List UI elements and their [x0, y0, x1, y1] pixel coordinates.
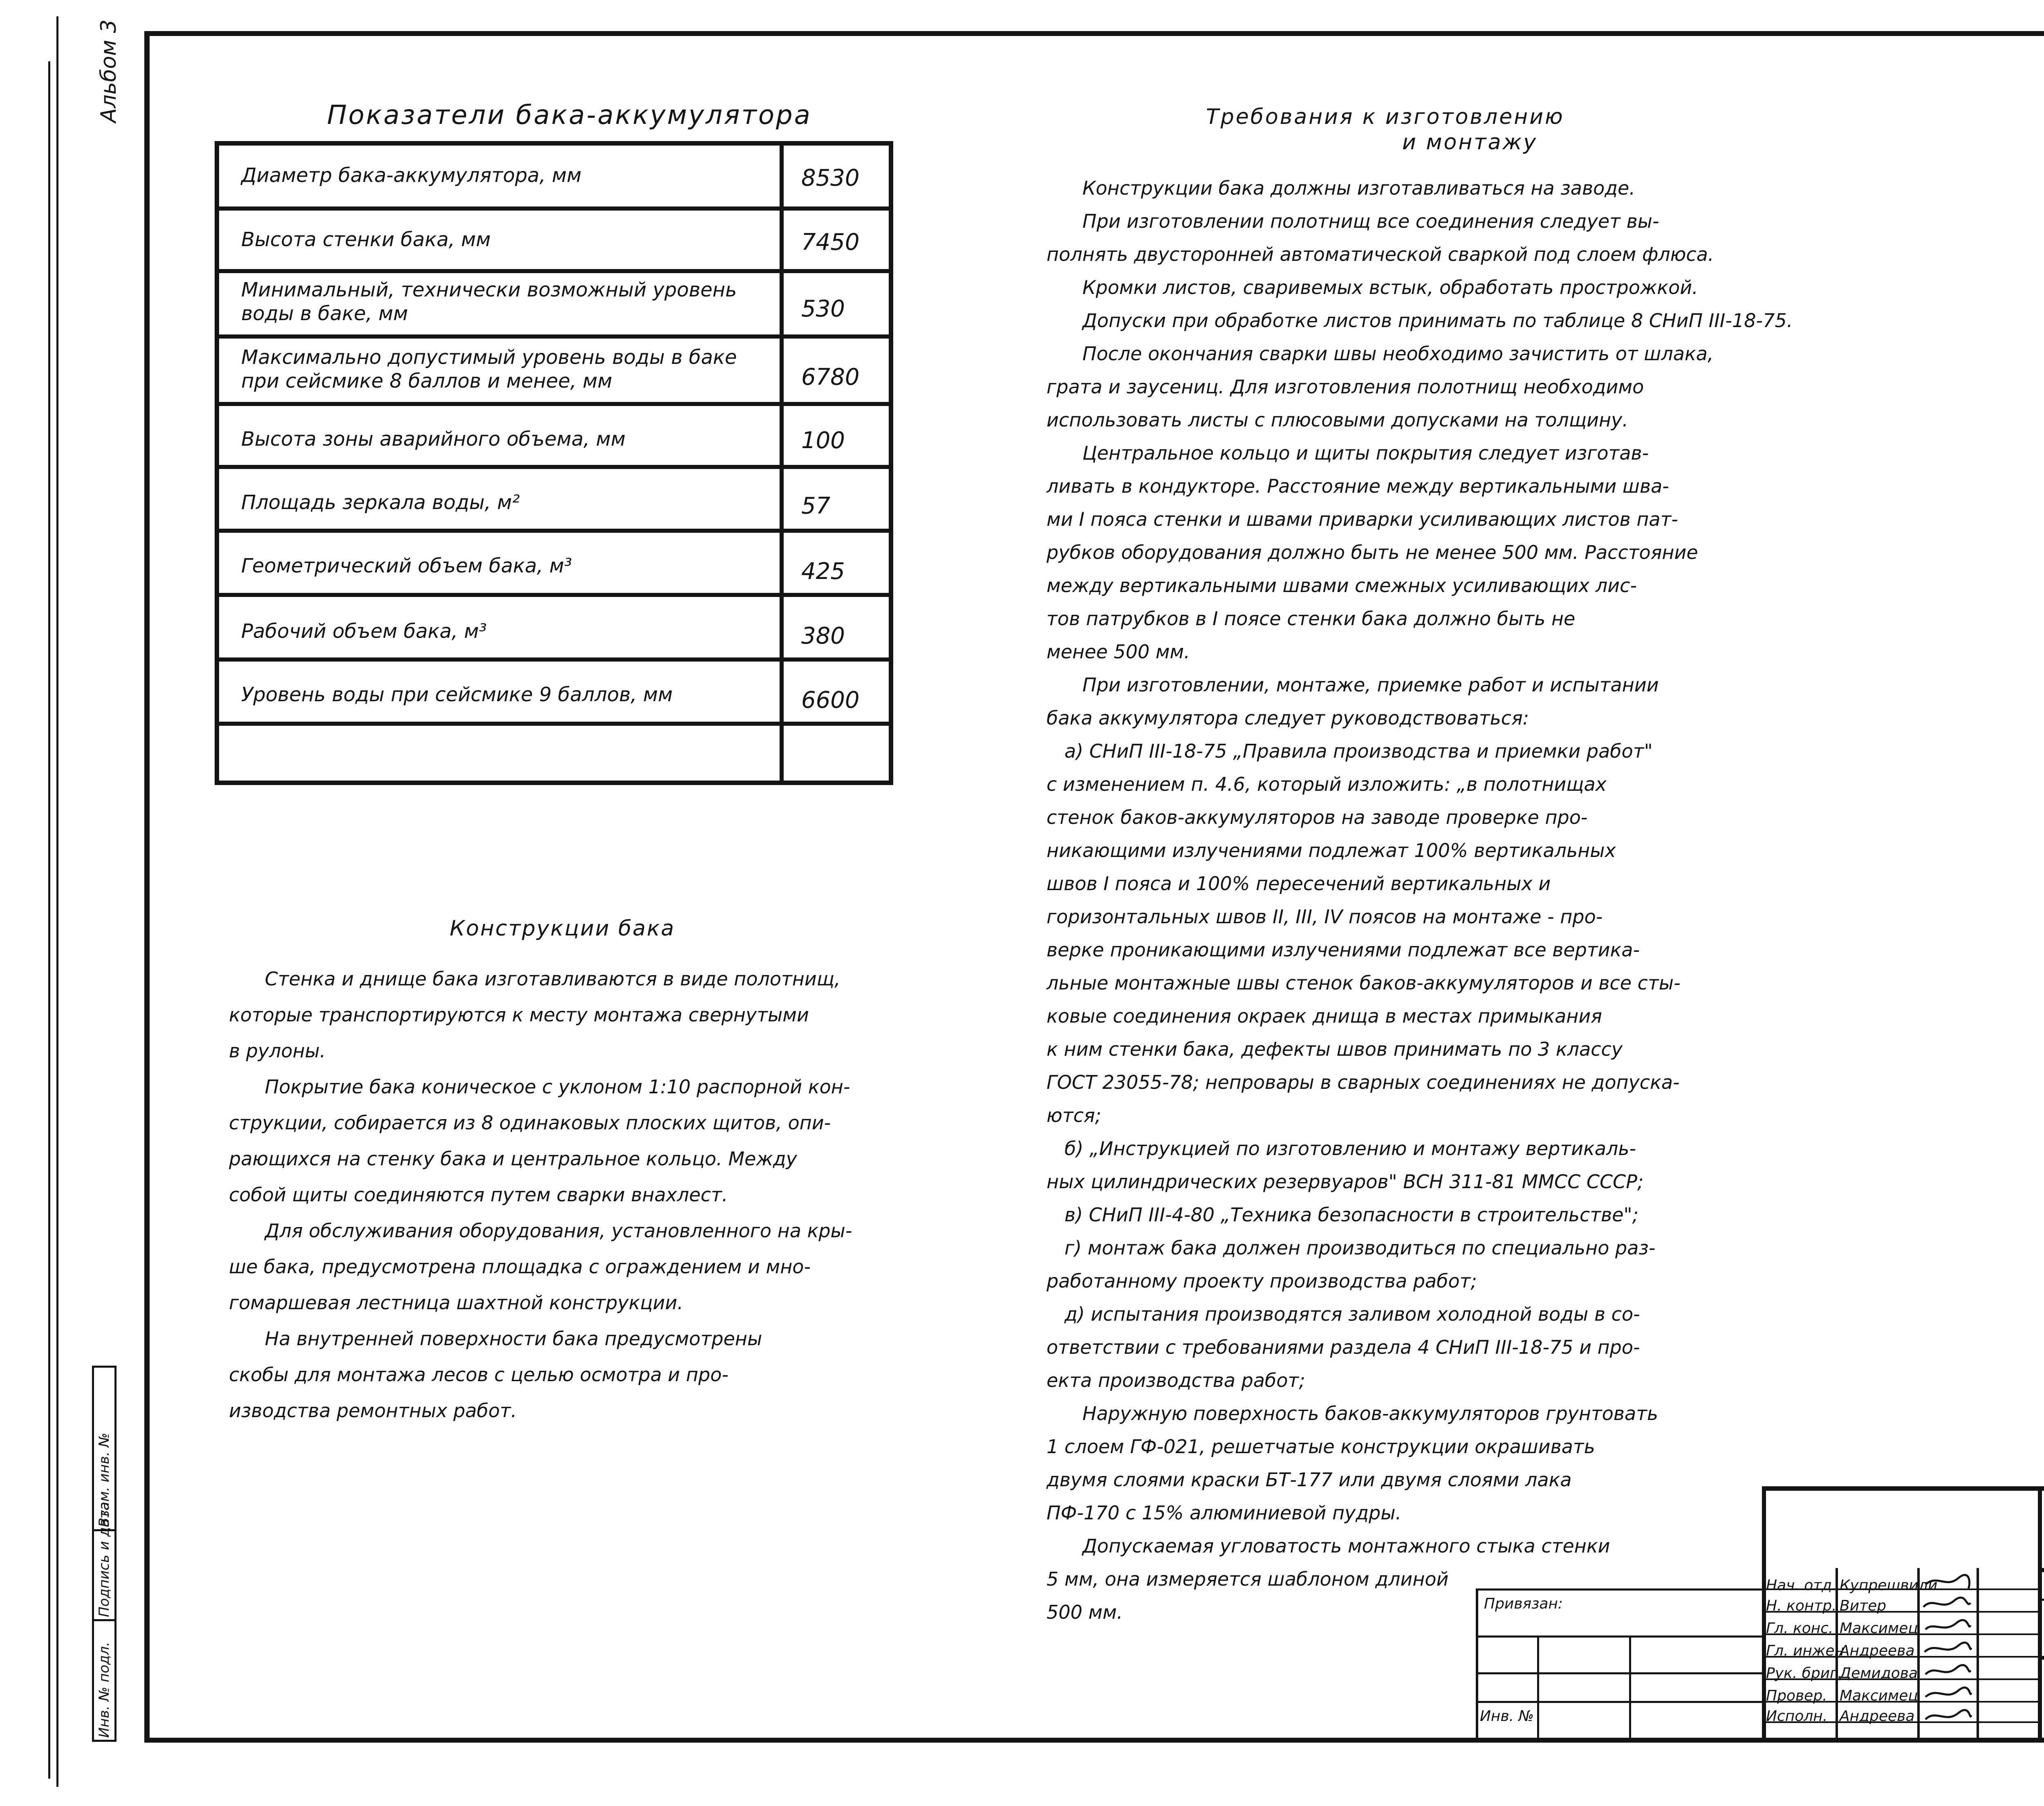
frame-left-border — [144, 31, 150, 1742]
signatures-scribble — [1921, 1572, 1975, 1740]
table-cell-label: Геометрический объем бака, м³ — [241, 554, 572, 577]
table-cell-label: Рабочий объем бака, м³ — [241, 620, 487, 643]
title-block-left-border — [1762, 1486, 1766, 1742]
table-row-separator — [215, 722, 893, 726]
frame-top-border — [144, 31, 2044, 36]
table-row-separator — [215, 657, 893, 662]
role-label: Гл. конс. — [1766, 1620, 1833, 1637]
album-label: Альбом 3 — [96, 19, 121, 123]
requirements-title-line2: и монтажу — [1402, 130, 1538, 155]
signer-name: Купрешвили — [1840, 1577, 1938, 1594]
table-cell-value: 100 — [801, 427, 845, 454]
signer-name: Андреева — [1840, 1642, 1915, 1659]
requirements-text: Конструкции бака должны изготавливаться на заводе. При изготовлении полотнищ все соединения следует вы- полнять двусторонней автоматической сваркой под слоем флюса. Кромки листов, сваривемых встык, обработать прострожкой. Допуски при обработке листов принимать по таблице 8 СНиП III-18-75. После окончания сварки швы необходимо зачистить от шлака, грата и заусениц. Для изготовления полотнищ необходимо использовать листы с плюсовыми допусками на толщину. Центральное кольцо и щиты покрытия следует изготав- ливать в кондукторе. Расстояние между вертикальными шва- ми I пояса стенки и швами приварки усиливающих листов пат- рубков оборудования должно быть не менее 500 мм. Расстояние между вертикальными швами смежных усиливающих лис- тов патрубков в I поясе стенки бака должно быть не менее 500 мм. При изготовлении, монтаже, приемке работ и испытании бака аккумулятора следует руководствоваться: а) СНиП III-18-75 „Правила производства и приемки работ" с изменением п. 4.6, который изложить: „в полотнищах стенок баков-аккумуляторов на заводе проверке про- никающими излучениями подлежат 100% вертикальных швов I пояса и 100% пересечений вертикальных и горизонтальных швов II, III, IV поясов на монтаже - про- верке проникающими излучениями подлежат все вертика- льные монтажные швы стенок баков-аккумуляторов и все сты- ковые соединения окраек днища в местах примыкания к ним стенки бака, дефекты швов принимать по 3 классу ГОСТ 23055-78; непровары в сварных соединениях не допуска- ются; б) „Инструкцией по изготовлению и монтажу вертикаль- ных цилиндрических резервуаров" ВСН 311-81 ММСС СССР; в) СНиП III-4-80 „Техника безопасности в строительстве"; г) монтаж бака должен производиться по специально раз- работанному проекту производства работ; д) испытания производятся заливом холодной воды в со- ответствии с требованиями раздела 4 СНиП III-18-75 и про- екта производства работ; Наружную поверхность баков-аккумуляторов грунтовать 1 слоем ГФ-021, решетчатые конструкции окрашивать двумя слоями краски БТ-177 или двумя слоями лака ПФ-170 с 15% алюминиевой пудры. Допускаемая угловатость монтажного стыка стенки 5 мм, она измеряется шаблоном длиной 500 мм. — [1047, 177, 1793, 1623]
parameters-table-divider — [780, 141, 784, 785]
table-cell-label: Уровень воды при сейсмике 9 баллов, мм — [241, 683, 673, 706]
inv-no-label: Инв. № — [1480, 1708, 1534, 1725]
signer-name: Демидова — [1840, 1665, 1918, 1682]
side-stamp-divider — [92, 1619, 117, 1621]
privyazan-box-row — [1476, 1701, 1762, 1703]
table-row-separator — [215, 529, 893, 533]
role-label: Нач. отд. — [1766, 1577, 1837, 1594]
table-cell-value: 530 — [801, 296, 845, 322]
signature-grid-col — [1977, 1568, 1979, 1742]
privyazan-label: Привязан: — [1484, 1595, 1563, 1612]
privyazan-box-row — [1476, 1672, 1762, 1674]
table-cell-value: 380 — [801, 623, 845, 649]
table-cell-value: 57 — [801, 493, 831, 519]
role-label: Н. контр. — [1766, 1597, 1837, 1614]
table-cell-value: 8530 — [801, 165, 860, 191]
title-block-divider — [2038, 1486, 2042, 1742]
signer-name: Максимец — [1840, 1620, 1918, 1637]
side-stamp-sign-date: Подпись и дата — [96, 1502, 112, 1617]
role-label: Гл. инжен — [1766, 1642, 1845, 1659]
construction-text: Стенка и днище бака изготавливаются в виде полотнищ, которые транспортируются к месту монтажа свернутыми в рулоны. Покрытие бака коническое с уклоном 1:10 распорной кон- струкции, собирается из 8 одинаковых плоских щитов, опи- рающихся на стенку бака и центральное кольцо. Между собой щиты соединяются путем сварки внахлест. Для обслуживания оборудования, установленного на кры- ше бака, предусмотрена площадка с ограждением и мно- гомаршевая лестница шахтной конструкции. На внутренней поверхности бака предусмотрены скобы для монтажа лесов с целью осмотра и про- изводства ремонтных работ. — [229, 968, 852, 1422]
table-row-separator — [215, 269, 893, 273]
table-row-separator — [215, 402, 893, 406]
role-label: Исполн. — [1766, 1708, 1828, 1725]
table-row-separator — [215, 593, 893, 597]
signer-name: Витер — [1840, 1597, 1887, 1614]
title-block-code-separator — [2042, 1568, 2044, 1572]
table-cell-label: Высота стенки бака, мм — [241, 228, 491, 251]
table-row-separator — [215, 465, 893, 469]
table-cell-label: Диаметр бака-аккумулятора, мм — [241, 164, 582, 187]
side-stamp-replace-inv: Взам. инв. № — [96, 1433, 112, 1527]
title-block-row-line — [2042, 1599, 2044, 1601]
role-label: Провер. — [1766, 1687, 1827, 1704]
frame-bottom-border — [144, 1738, 2044, 1743]
signature-grid-col — [1917, 1568, 1920, 1742]
table-cell-label: Высота зоны аварийного объема, мм — [241, 428, 626, 451]
privyazan-box-left — [1476, 1588, 1478, 1742]
side-stamp-inv: Инв. № подл. — [96, 1642, 112, 1738]
construction-title: Конструкции бака — [450, 916, 675, 941]
requirements-title: Требования к изготовлению — [1206, 105, 1564, 129]
table-cell-label: Площадь зеркала воды, м² — [241, 491, 520, 514]
signer-name: Максимец — [1840, 1687, 1918, 1704]
privyazan-box-row — [1476, 1635, 1762, 1638]
privyazan-box-col — [1629, 1635, 1631, 1742]
title-block-name-separator — [2042, 1656, 2044, 1660]
sheet-edge-line-inner — [48, 61, 50, 1779]
signer-name: Андреева — [1840, 1708, 1915, 1725]
table-cell-value: 6600 — [801, 687, 860, 713]
role-label: Рук. бриг. — [1766, 1665, 1842, 1682]
table-cell-value: 425 — [801, 558, 845, 585]
table-row-separator — [215, 334, 893, 339]
table-cell-value: 7450 — [801, 229, 860, 256]
table-row-separator — [215, 206, 893, 211]
title-block-top-border — [1762, 1486, 2044, 1491]
parameters-title: Показатели бака-аккумулятора — [327, 100, 812, 130]
table-cell-label: Максимально допустимый уровень воды в баке при сейсмике 8 баллов и менее, мм — [241, 346, 737, 393]
sheet-edge-line — [56, 16, 58, 1787]
privyazan-box-col — [1537, 1635, 1539, 1742]
table-cell-label: Минимальный, технически возможный уровень воды в баке, мм — [241, 278, 737, 325]
table-cell-value: 6780 — [801, 364, 860, 390]
privyazan-box-top — [1476, 1588, 1762, 1591]
